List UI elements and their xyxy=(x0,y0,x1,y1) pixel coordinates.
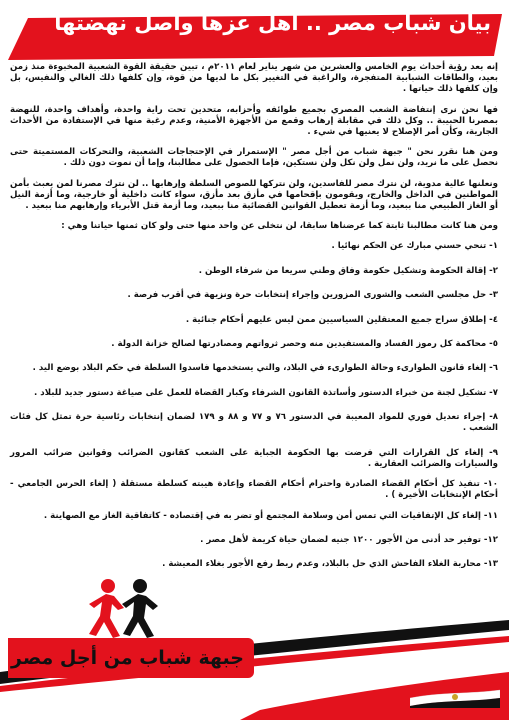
list-item: ٥- محاكمة كل رموز الفساد والمستفيدين منه وحصر ثرواتهم ومصادرتها لصالح خزانة الدولة . xyxy=(111,339,498,349)
list-item: ٦- إلغاء قانون الطوارىء وحالة الطوارىء في البلاد، والتي يستخدمها فاسدوا السلطة في حكم البلاد بوضع اليد . xyxy=(32,363,498,374)
list-item: ١١- إلغاء كل الإتفاقيات التي تمس أمن وسلامة المجتمع أو تضر به في إقتصاده - كاتفاقية الغاز مع الصهاينة . xyxy=(43,510,498,521)
paragraph: ونعلنها عالية مدوية، لن نترك مصر للفاسدين، ولن نتركها للصوص السلطة وإرهابها .. لن نترك مصرنا لمن يعبث بأمن المواطنين في الداخل والخارج، ويقومون بإقحامها في مأزق بعد مأزق، سواء كانت داخلية أو خارجية، وما أزمة النيل أو الغاز الطبيعي منا ببعيد، وما أزمة تعطيل القوانين القضائية منا ببعيد، وما أزمة قتل الأبرياء وإرهابهم منا ببعيد . xyxy=(10,178,498,212)
list-item: ١٣- محاربة الغلاء الفاحش الذي حل بالبلاد، وعدم ربط رفع الأجور بغلاء المعيشة . xyxy=(162,559,498,570)
paragraph: ومن هنا نقرر نحن " جبهة شباب من أجل مصر " الإستمرار في الإحتجاجات الشعبية، والتحركات المستميتة حتى نحصل على ما نريد، ولن نمل ولن نكل ولن نستكين، فإما الحصول على مطالبنا، وإما أن نموت دون ذلك . xyxy=(10,147,498,169)
egypt-flag-icon xyxy=(410,682,500,708)
list-item: ١٢- توفير حد أدنى من الأجور ١٢٠٠ جنيه لضمان حياة كريمة لأهل مصر . xyxy=(200,534,498,545)
list-item: ٩- إلغاء كل القرارات التي فرضت بها الحكومة الجباية على الشعب كقانون الضرائب وقوانين ضرائب المرور والسيارات والضرائب العقارية . xyxy=(10,447,498,469)
page-title: بيان شباب مصر .. أهل عزها وأصل نهضتها xyxy=(54,11,491,35)
list-item: ٢- إقالة الحكومة وتشكيل حكومة وفاق وطني سريعا من شرفاء الوطن . xyxy=(198,265,498,276)
list-item: ١- تنحي حسني مبارك عن الحكم نهائيا . xyxy=(331,241,498,252)
organization-name: جبهة شباب من أجل مصر xyxy=(11,647,244,669)
list-item: ١٠- تنفيذ كل أحكام القضاء الصادرة واحترام أحكام القضاء وإعادة هيبته كسلطة مستقلة ( إلغاء الحرس الجامعي - أحكام الإنتخابات الأخيرة ) . xyxy=(10,479,498,501)
two-running-figures-icon xyxy=(80,578,170,640)
demands-list xyxy=(10,241,498,570)
list-item: ٣- حل مجلسي الشعب والشورى المزورين وإجراء إنتخابات حرة ونزيهة في أقرب فرصة . xyxy=(127,290,498,301)
paragraph: ومن هنا كانت مطالبنا ثابتة كما عرضناها سابقا، لن نتخلى عن واحد منها حتى ولو كان ثمنها حياتنا وهي : xyxy=(61,221,498,232)
list-item: ٤- إطلاق سراح جميع المعتقلين السياسيين ممن ليس عليهم أحكام جنائية . xyxy=(185,314,498,325)
list-item: ٧- تشكيل لجنة من خبراء الدستور وأساتذة القانون الشرفاء وكبار القضاة للعمل على صياغة دستور جديد للبلاد . xyxy=(34,387,498,398)
list-item: ٨- إجراء تعديل فوري للمواد المعيبة في الدستور ٧٦ و ٧٧ و ٨٨ و ١٧٩ لضمان إنتخابات رئاسية حرة تمثل كل فئات الشعب . xyxy=(10,412,499,434)
paragraph: إنه بعد رؤية أحداث يوم الخامس والعشرين من شهر يناير لعام ٢٠١١م ، تبين حقيقة القوة الشعبية المخبوءة منذ زمن بعيد، والطاقات الشبابية المتفجرة، والراغبة في التغيير بكل ما لديها من قوة، وإن كلفها ذلك الغالي والنفيس، بل وإن كلفها ذلك حياتها . xyxy=(10,62,498,95)
paragraph: فها نحن نرى إنتفاضة الشعب المصري بجميع طوائفه وأحزابه، متحدين تحت راية واحدة، وأهداف واحدة، للنهضة بمصرنا الحبيبة .. وكل ذلك في مقابلة إرهاب وقمع من الأجهزة الأمنية، وعدم رغبة منها في الإستفادة من الأحداث الجارية، وكأن أمر الإصلاح لا يعنيها في شيء . xyxy=(10,104,498,138)
